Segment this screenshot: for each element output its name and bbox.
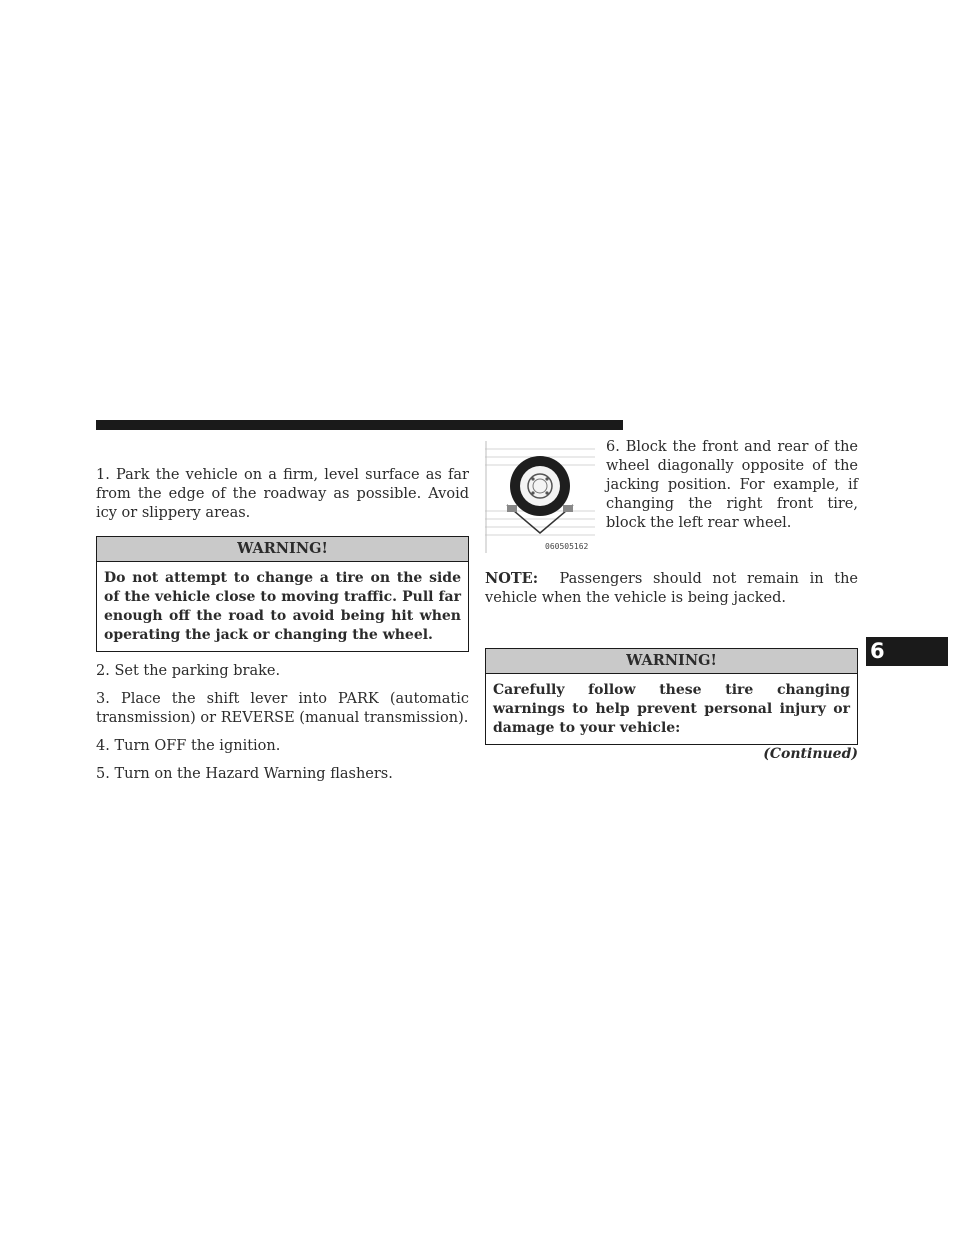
chapter-tab [866, 637, 948, 666]
step-4: 4. Turn OFF the ignition. [96, 738, 281, 754]
warning-heading: WARNING! [97, 537, 468, 562]
step-5: 5. Turn on the Hazard Warning flashers. [96, 766, 393, 782]
note-text: Passengers should not remain in the vehicle when the vehicle is being jacked. [485, 571, 858, 606]
step-3: 3. Place the shift lever into PARK (automatic transmission) or REVERSE (manual transmission). [96, 691, 469, 726]
steps-list [96, 662, 469, 793]
step-2: 2. Set the parking brake. [96, 663, 281, 679]
step-6-text: 6. Block the front and rear of the wheel diagonally opposite of the jacking position. For example, if changing the right front tire, block the left rear wheel. [606, 439, 858, 531]
warning-box-1 [96, 536, 469, 652]
warning-heading-2: WARNING! [486, 649, 857, 674]
wheel-chock-icon [485, 441, 598, 555]
step-6 [606, 438, 858, 533]
figure-code: 060505162 [545, 542, 589, 551]
warning-box-2 [485, 648, 858, 745]
warning-body: Do not attempt to change a tire on the side of the vehicle close to moving traffic. Pull far enough off the road to avoid being hit when operating the jack or changing the wheel. [104, 570, 461, 643]
warning-body-2: Carefully follow these tire changing warnings to help prevent personal injury or damage to your vehicle: [493, 682, 850, 736]
note [485, 569, 858, 608]
chapter-number: 6 [870, 639, 885, 663]
note-label: NOTE: [485, 570, 539, 587]
step-1-text: 1. Park the vehicle on a firm, level surface as far from the edge of the roadway as possible. Avoid icy or slippery areas. [96, 467, 469, 521]
header-rule [96, 420, 623, 430]
wheel-chock-illustration [485, 441, 598, 555]
continued-label: (Continued) [763, 746, 858, 762]
step-1 [96, 466, 469, 523]
